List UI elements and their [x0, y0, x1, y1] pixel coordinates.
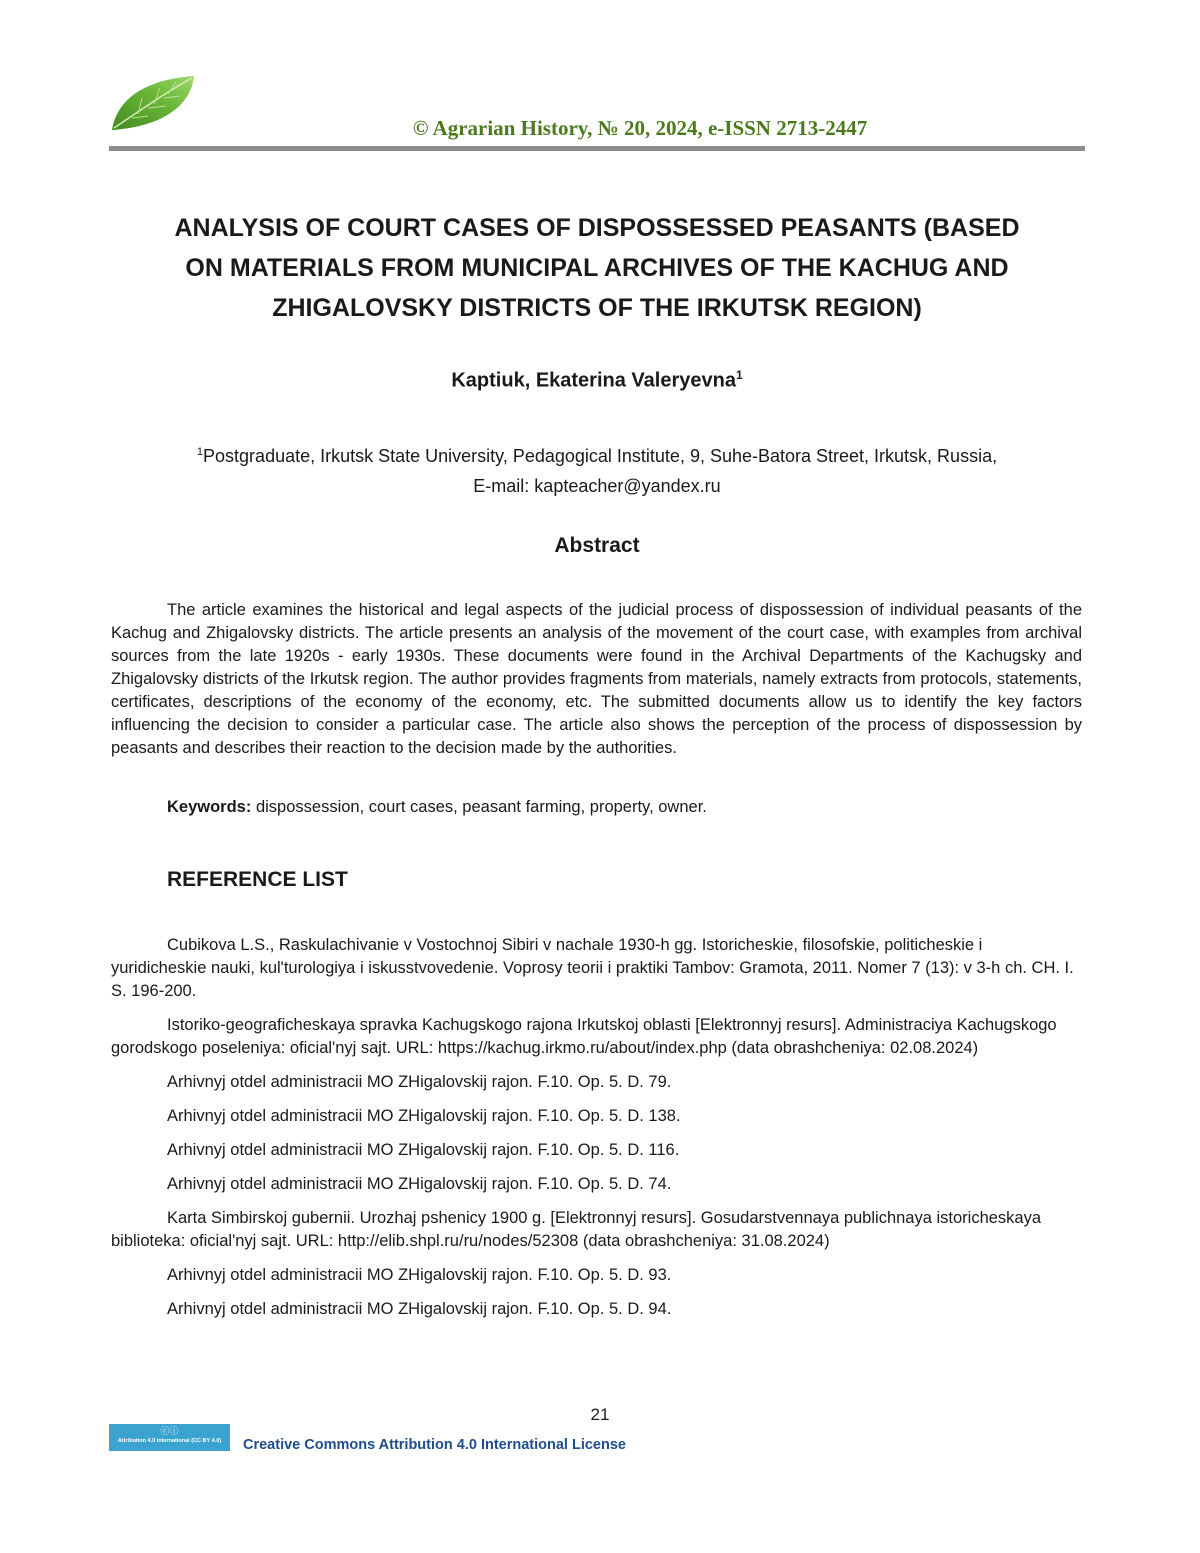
- reference-item: Arhivnyj otdel administracii MO ZHigalovskij rajon. F.10. Op. 5. D. 93.: [167, 1266, 672, 1284]
- author-superscript: 1: [735, 368, 743, 382]
- author-text: Kaptiuk, Ekaterina Valeryevna: [451, 369, 736, 392]
- author-name: [108, 368, 1086, 393]
- reference-item: Arhivnyj otdel administracii MO ZHigalovskij rajon. F.10. Op. 5. D. 116.: [167, 1141, 680, 1159]
- reference-list: [111, 934, 1082, 1332]
- abstract-heading: Abstract: [554, 534, 640, 557]
- reference-item: Arhivnyj otdel administracii MO ZHigalovskij rajon. F.10. Op. 5. D. 94.: [167, 1300, 672, 1318]
- cc-by-icon: ⓒⓘ: [160, 1426, 179, 1436]
- author-email: E-mail: kapteacher@yandex.ru: [473, 476, 721, 496]
- abstract-text: The article examines the historical and legal aspects of the judicial process of dispossession of individual peasants of the Kachug and Zhigalovsky districts. The article presents an analysis of the movement of the court case, with examples from archival sources from the late 1920s - early 1930s. These documents were found in the Archival Departments of the Kachugsky and Zhigalovsky districts of the Irkutsk region. The author provides fragments from materials, namely extracts from protocols, statements, certificates, descriptions of the economy of the economy, etc. The submitted documents allow us to identify the key factors influencing the decision to consider a particular case. The article also shows the perception of the process of dispossession by peasants and describes their reaction to the decision made by the authorities.: [111, 601, 1082, 757]
- reference-item: Istoriko-geograficheskaya spravka Kachugskogo rajona Irkutskoj oblasti [Elektronnyj resurs]. Administraciya Kachugskogo gorodskogo poseleniya: oficial'nyj sajt. URL: https://kachug.irkmo.ru/about/index.php (data obrashcheniya: 02.08.2024): [111, 1016, 1057, 1057]
- keywords: [167, 798, 707, 817]
- affiliation-text: Postgraduate, Irkutsk State University, Pedagogical Institute, 9, Suhe-Batora Street, Irkutsk, Russia,: [203, 446, 998, 466]
- header-divider: [109, 146, 1085, 151]
- title-line: ANALYSIS OF COURT CASES OF DISPOSSESSED PEASANTS (BASED: [174, 214, 1020, 242]
- cc-badge-caption: Attribution 4.0 International (CC BY 4.0): [117, 1438, 222, 1444]
- license-link[interactable]: Creative Commons Attribution 4.0 International License: [243, 1437, 626, 1453]
- cc-license-badge[interactable]: [109, 1424, 230, 1451]
- leaf-logo-icon: [108, 74, 202, 132]
- keywords-label: Keywords:: [167, 798, 252, 816]
- reference-item: Arhivnyj otdel administracii MO ZHigalovskij rajon. F.10. Op. 5. D. 74.: [167, 1175, 672, 1193]
- article-title: [108, 208, 1086, 328]
- page-number: 21: [590, 1405, 610, 1424]
- reference-item: Arhivnyj otdel administracii MO ZHigalovskij rajon. F.10. Op. 5. D. 79.: [167, 1073, 672, 1091]
- affiliation-superscript: 1: [196, 446, 204, 458]
- reference-item: Cubikova L.S., Raskulachivanie v Vostochnoj Sibiri v nachale 1930-h gg. Istoricheskie, filosofskie, politicheskie i yuridicheskie nauki, kul'turologiya i iskusstvovedenie. Voprosy teorii i praktiki Tambov: Gramota, 2011. Nomer 7 (13): v 3-h ch. CH. I. S. 196-200.: [111, 936, 1074, 1000]
- title-line: ON MATERIALS FROM MUNICIPAL ARCHIVES OF THE KACHUG AND: [185, 254, 1009, 282]
- title-line: ZHIGALOVSKY DISTRICTS OF THE IRKUTSK REGION): [272, 294, 922, 322]
- reference-item: Arhivnyj otdel administracii MO ZHigalovskij rajon. F.10. Op. 5. D. 138.: [167, 1107, 681, 1125]
- keywords-text: dispossession, court cases, peasant farming, property, owner.: [251, 798, 707, 816]
- author-affiliation: [108, 437, 1086, 501]
- journal-header: © Agrarian History, № 20, 2024, e-ISSN 2713-2447: [412, 116, 868, 140]
- reference-list-heading: REFERENCE LIST: [167, 868, 348, 891]
- reference-item: Karta Simbirskoj gubernii. Urozhaj pshenicy 1900 g. [Elektronnyj resurs]. Gosudarstvennaya publichnaya istoricheskaya biblioteka: oficial'nyj sajt. URL: http://elib.shpl.ru/ru/nodes/52308 (data obrashcheniya: 31.08.2024): [111, 1209, 1042, 1250]
